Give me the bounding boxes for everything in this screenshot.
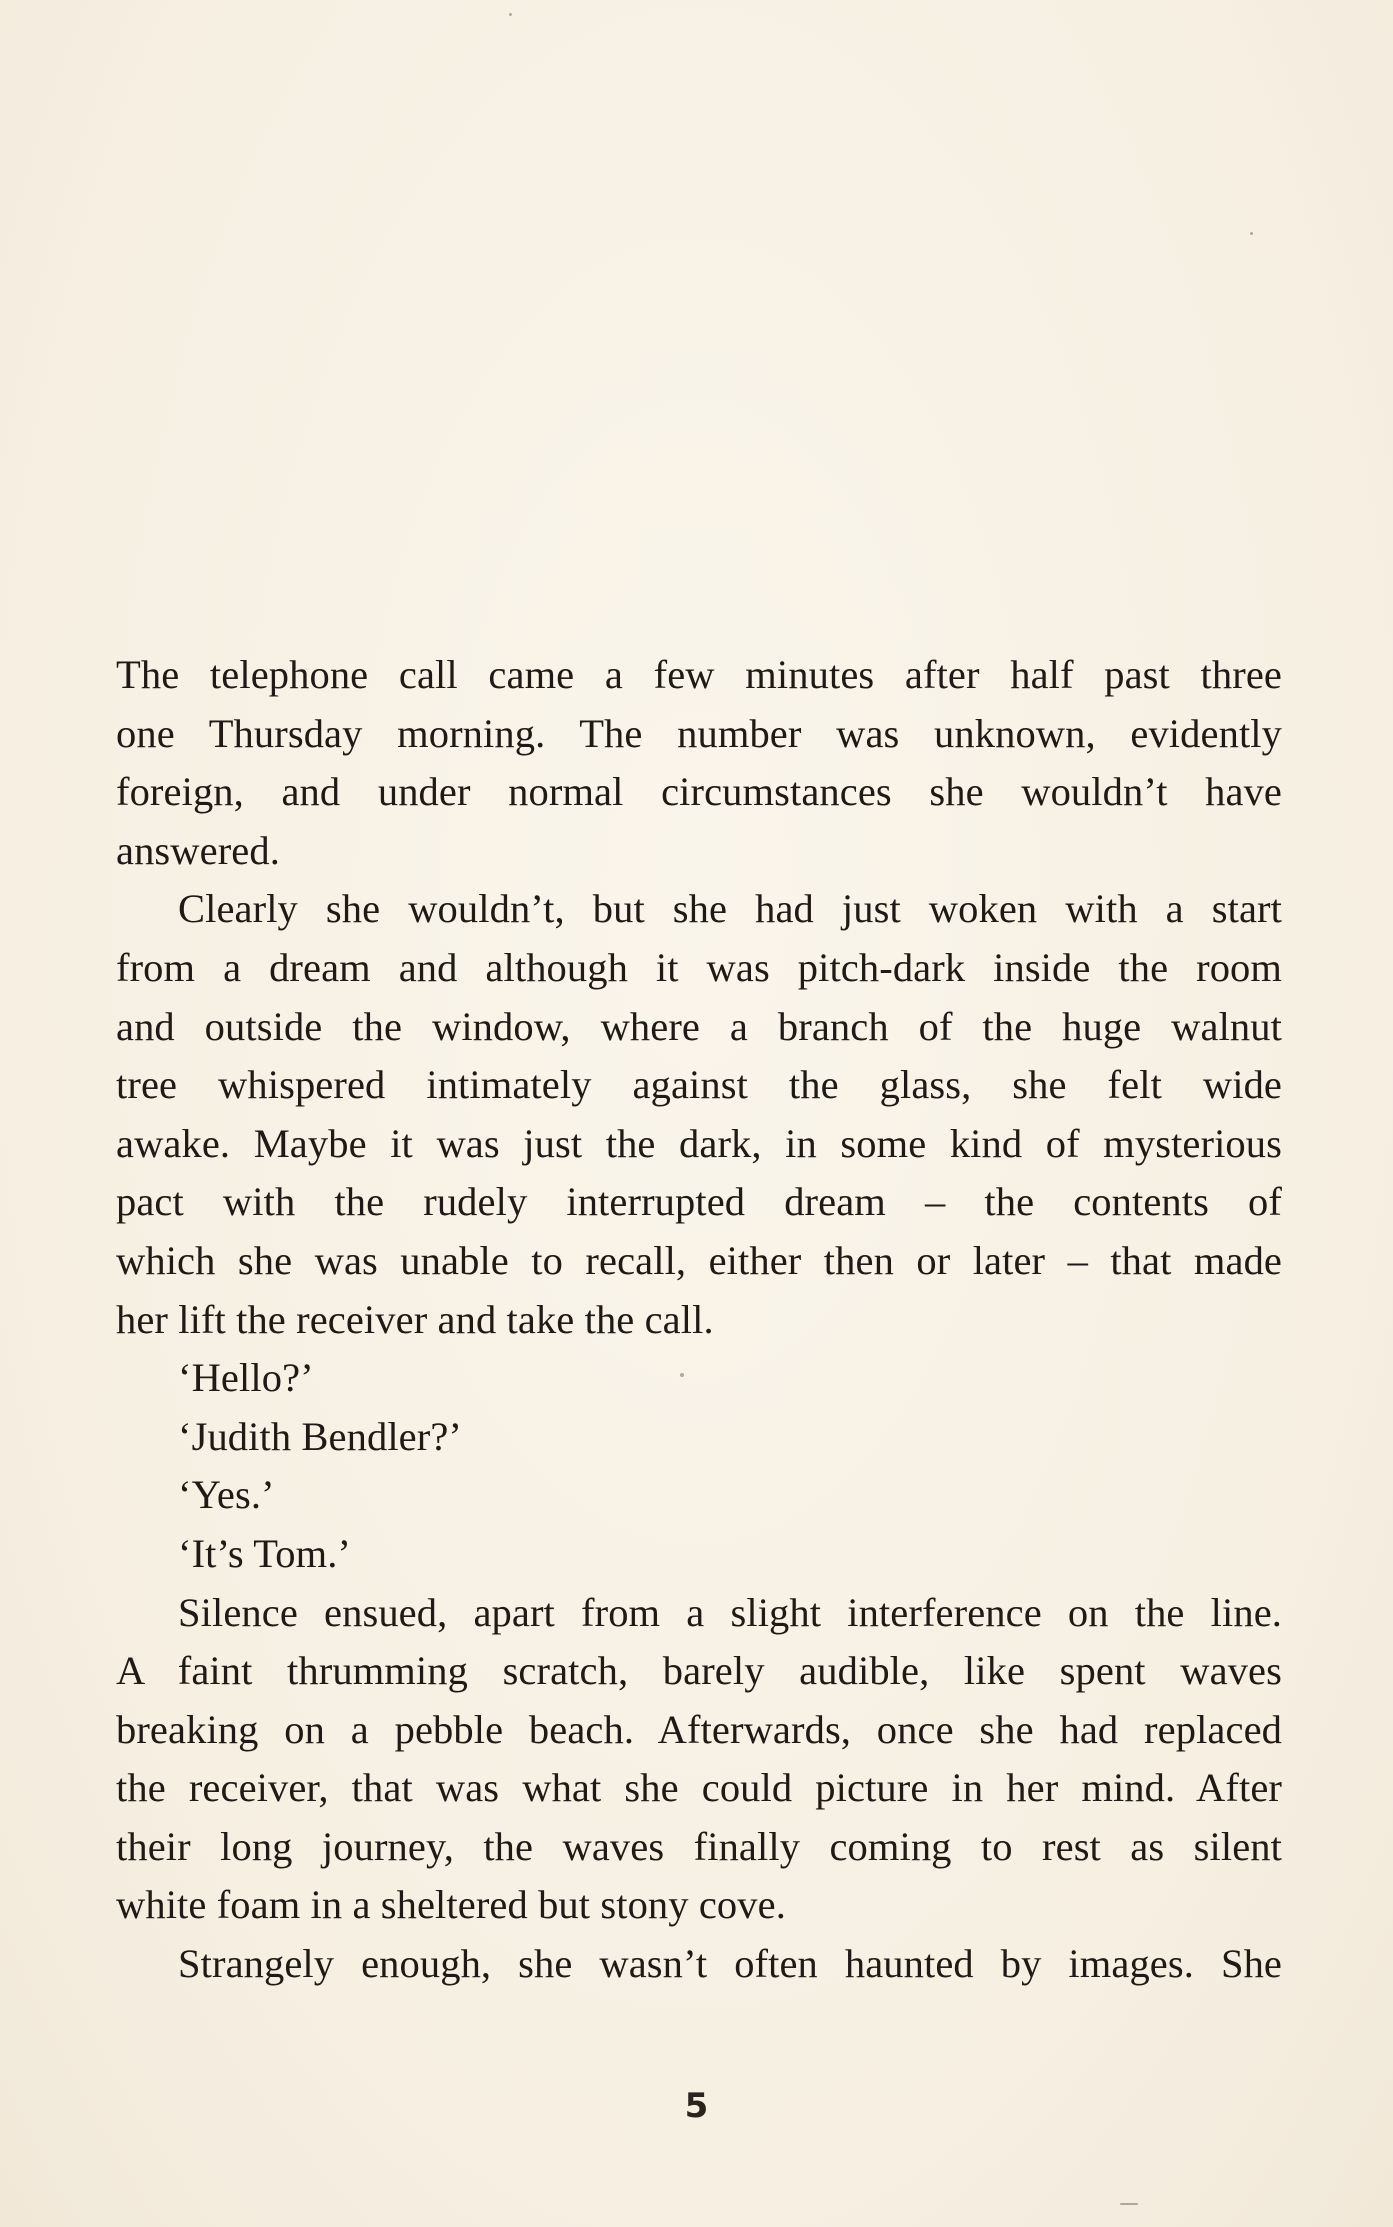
text-line: which she was unable to recall, either then or later – that made xyxy=(116,1237,1282,1283)
show-through-texture xyxy=(118,60,1278,660)
text-line: her lift the receiver and take the call. xyxy=(116,1296,714,1342)
paper-speck xyxy=(1120,2203,1138,2205)
page-number: 5 xyxy=(684,2086,709,2126)
text-line: answered. xyxy=(116,827,280,873)
text-line: Silence ensued, apart from a slight interference on the line. xyxy=(178,1589,1282,1635)
paper-speck xyxy=(509,13,512,16)
text-line: ‘Judith Bendler?’ xyxy=(178,1413,462,1459)
body-text xyxy=(116,646,1282,1994)
text-line: from a dream and although it was pitch-dark inside the room xyxy=(116,944,1282,990)
text-line: and outside the window, where a branch of the huge walnut xyxy=(116,1003,1282,1049)
text-line: their long journey, the waves finally coming to rest as silent xyxy=(116,1823,1282,1869)
text-line: A faint thrumming scratch, barely audible, like spent waves xyxy=(116,1648,1282,1694)
text-line: foreign, and under normal circumstances she wouldn’t have xyxy=(116,769,1282,815)
text-line: tree whispered intimately against the glass, she felt wide xyxy=(116,1062,1282,1108)
text-line: ‘Hello?’ xyxy=(178,1355,314,1401)
paper-speck xyxy=(1250,232,1253,235)
text-line: one Thursday morning. The number was unknown, evidently xyxy=(116,710,1282,756)
text-line: breaking on a pebble beach. Afterwards, once she had replaced xyxy=(116,1706,1282,1752)
text-line: white foam in a sheltered but stony cove. xyxy=(116,1882,786,1928)
text-line: ‘It’s Tom.’ xyxy=(178,1530,352,1576)
text-line: Strangely enough, she wasn’t often haunted by images. She xyxy=(178,1941,1282,1987)
text-line: The telephone call came a few minutes after half past three xyxy=(116,652,1282,697)
text-line: pact with the rudely interrupted dream – the contents of xyxy=(116,1179,1282,1225)
text-line: the receiver, that was what she could picture in her mind. After xyxy=(116,1765,1282,1811)
text-line: awake. Maybe it was just the dark, in some kind of mysterious xyxy=(116,1120,1282,1166)
text-line: ‘Yes.’ xyxy=(178,1472,275,1518)
text-line: Clearly she wouldn’t, but she had just woken with a start xyxy=(178,886,1282,932)
